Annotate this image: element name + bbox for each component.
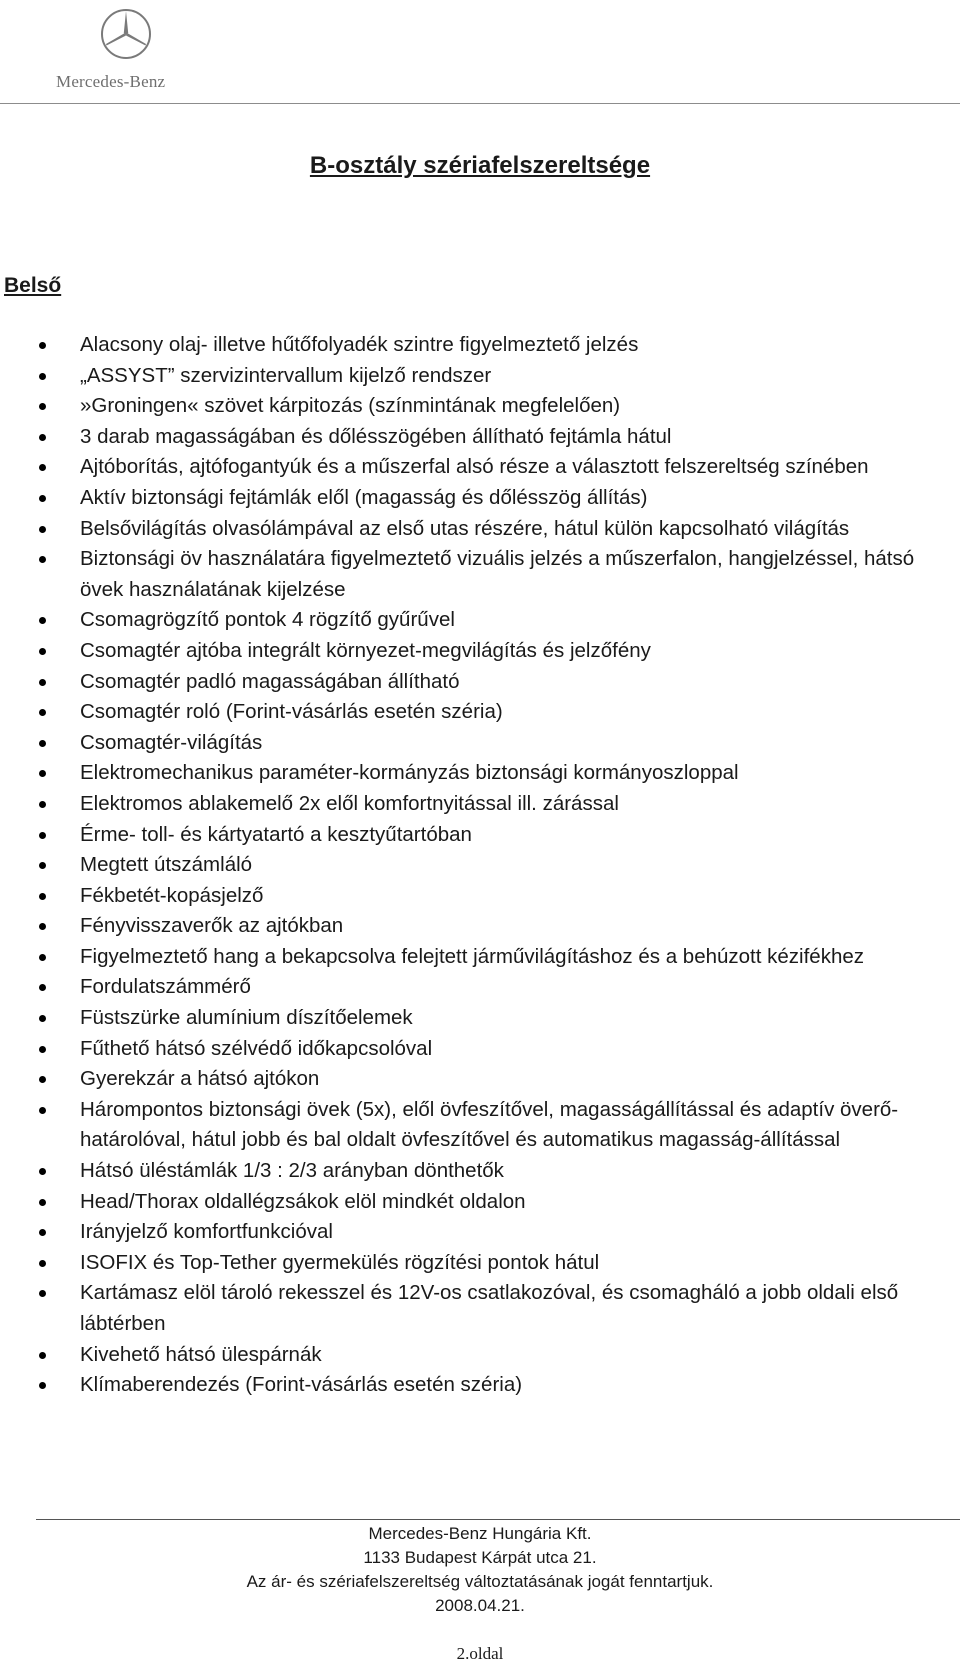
list-item-text: Fékbetét-kopásjelző xyxy=(80,883,264,907)
list-item xyxy=(0,544,960,605)
bullet-icon xyxy=(39,893,46,900)
list-item xyxy=(0,1034,960,1065)
list-item xyxy=(0,820,960,851)
list-item-text: Fordulatszámmérő xyxy=(80,975,251,999)
bullet-icon xyxy=(39,709,46,716)
list-item xyxy=(0,667,960,698)
list-item-text: Kartámasz elöl tároló rekesszel és 12V-os csatlakozóval, és csomagháló a jobb oldali első lábtérben xyxy=(80,1281,899,1335)
footer-company: Mercedes-Benz Hungária Kft. xyxy=(368,1524,592,1543)
bullet-icon xyxy=(39,1229,46,1236)
bullet-icon xyxy=(39,1290,46,1297)
list-item xyxy=(0,1278,960,1339)
list-item xyxy=(0,391,960,422)
bullet-icon xyxy=(39,495,46,502)
bullet-icon xyxy=(39,1107,46,1114)
list-item-text: Csomagtér-világítás xyxy=(80,730,263,754)
bullet-icon xyxy=(39,954,46,961)
document-title: B-osztály szériafelszereltsége xyxy=(309,152,651,179)
footer-divider xyxy=(36,1519,960,1520)
list-item-text: Gyerekzár a hátsó ajtókon xyxy=(80,1067,320,1091)
list-item-text: Head/Thorax oldallégzsákok elöl mindkét oldalon xyxy=(80,1189,526,1213)
bullet-icon xyxy=(39,740,46,747)
bullet-icon xyxy=(39,923,46,930)
bullet-icon xyxy=(39,434,46,441)
bullet-icon xyxy=(39,648,46,655)
bullet-icon xyxy=(39,832,46,839)
list-item xyxy=(0,1003,960,1034)
list-item xyxy=(0,850,960,881)
list-item xyxy=(0,514,960,545)
three-pointed-star-icon xyxy=(100,8,152,60)
bullet-icon xyxy=(39,1352,46,1359)
list-item xyxy=(0,1156,960,1187)
mercedes-benz-logo xyxy=(56,8,196,96)
list-item xyxy=(0,361,960,392)
list-item-text: Irányjelző komfortfunkcióval xyxy=(80,1220,333,1244)
list-item xyxy=(0,881,960,912)
list-item-text: Klímaberendezés (Forint-vásárlás esetén széria) xyxy=(80,1373,523,1397)
bullet-icon xyxy=(39,373,46,380)
list-item xyxy=(0,422,960,453)
list-item xyxy=(0,1248,960,1279)
list-item-text: Elektromos ablakemelő 2x elől komfortnyitással ill. zárással xyxy=(80,791,619,815)
list-item xyxy=(0,483,960,514)
bullet-icon xyxy=(39,556,46,563)
bullet-icon xyxy=(39,801,46,808)
list-item xyxy=(0,1095,960,1156)
list-item xyxy=(0,330,960,361)
list-item xyxy=(0,1064,960,1095)
footer xyxy=(0,1522,960,1618)
bullet-icon xyxy=(39,342,46,349)
list-item-text: ISOFIX és Top-Tether gyermekülés rögzítési pontok hátul xyxy=(80,1250,600,1274)
bullet-icon xyxy=(39,770,46,777)
list-item-text: Kivehető hátsó ülespárnák xyxy=(80,1342,322,1366)
list-item xyxy=(0,1217,960,1248)
list-item-text: Elektromechanikus paraméter-kormányzás biztonsági kormányoszloppal xyxy=(80,761,739,785)
list-item xyxy=(0,1340,960,1371)
list-item-text: Csomagtér padló magasságában állítható xyxy=(80,669,460,693)
list-item xyxy=(0,1370,960,1401)
list-item-text: Fényvisszaverők az ajtókban xyxy=(80,914,344,938)
brand-wordmark: Mercedes-Benz xyxy=(56,72,166,91)
list-item xyxy=(0,758,960,789)
list-item-text: Biztonsági öv használatára figyelmeztető vizuális jelzés a műszerfalon, hangjelzéssel, hátsó övek használatának kijelzése xyxy=(80,547,915,601)
list-item-text: Aktív biztonsági fejtámlák elől (magasság és dőlésszög állítás) xyxy=(80,485,648,509)
bullet-icon xyxy=(39,1076,46,1083)
section-heading-belso: Belső xyxy=(4,274,62,297)
list-item-text: »Groningen« szövet kárpitozás (színmintának megfelelően) xyxy=(80,394,621,418)
list-item xyxy=(0,942,960,973)
bullet-icon xyxy=(39,984,46,991)
list-item xyxy=(0,728,960,759)
list-item-text: Füstszürke alumínium díszítőelemek xyxy=(80,1006,413,1030)
page-number: 2.oldal xyxy=(456,1644,504,1663)
bullet-icon xyxy=(39,1046,46,1053)
list-item-text: Csomagtér ajtóba integrált környezet-megvilágítás és jelzőfény xyxy=(80,638,651,662)
list-item-text: Alacsony olaj- illetve hűtőfolyadék szintre figyelmeztető jelzés xyxy=(80,333,639,356)
bullet-icon xyxy=(39,526,46,533)
list-item-text: Figyelmeztető hang a bekapcsolva felejtett járművilágításhoz és a behúzott kézifékhez xyxy=(80,944,864,968)
list-item-text: Hátsó üléstámlák 1/3 : 2/3 arányban dönthetők xyxy=(80,1159,504,1183)
list-item-text: 3 darab magasságában és dőlésszögében állítható fejtámla hátul xyxy=(80,424,672,448)
list-item-text: Belsővilágítás olvasólámpával az első utas részére, hátul külön kapcsolható világítás xyxy=(80,516,850,540)
bullet-icon xyxy=(39,862,46,869)
footer-address: 1133 Budapest Kárpát utca 21. xyxy=(363,1548,597,1567)
list-item xyxy=(0,789,960,820)
list-item xyxy=(0,1187,960,1218)
list-item-text: Csomagtér roló (Forint-vásárlás esetén széria) xyxy=(80,700,503,724)
bullet-icon xyxy=(39,464,46,471)
list-item-text: Ajtóborítás, ajtófogantyúk és a műszerfal alsó része a választott felszereltség színében xyxy=(80,455,869,479)
list-item xyxy=(0,972,960,1003)
list-item xyxy=(0,697,960,728)
list-item-text: Fűthető hátsó szélvédő időkapcsolóval xyxy=(80,1036,433,1060)
list-item-text: Csomagrögzítő pontok 4 rögzítő gyűrűvel xyxy=(80,608,455,632)
list-item xyxy=(0,605,960,636)
list-item-text: „ASSYST” szervizintervallum kijelző rendszer xyxy=(80,363,492,387)
bullet-icon xyxy=(39,1382,46,1389)
list-item-text: Érme- toll- és kártyatartó a kesztyűtartóban xyxy=(80,822,472,846)
footer-date: 2008.04.21. xyxy=(435,1596,525,1615)
bullet-icon xyxy=(39,403,46,410)
list-item xyxy=(0,636,960,667)
list-item-text: Hárompontos biztonsági övek (5x), elől övfeszítővel, magasságállítással és adaptív överő-határolóval, hátul jobb és bal oldalt övfeszítővel és automatikus magasság-állítással xyxy=(80,1097,899,1152)
header-divider xyxy=(0,103,960,104)
bullet-icon xyxy=(39,1199,46,1206)
list-item xyxy=(0,911,960,942)
list-item xyxy=(0,452,960,483)
bullet-icon xyxy=(39,1168,46,1175)
bullet-icon xyxy=(39,617,46,624)
list-item-text: Megtett útszámláló xyxy=(80,853,253,877)
footer-notice: Az ár- és szériafelszereltség változtatásának jogát fenntartjuk. xyxy=(246,1572,714,1591)
bullet-icon xyxy=(39,1015,46,1022)
bullet-icon xyxy=(39,1260,46,1267)
bullet-icon xyxy=(39,679,46,686)
equipment-list xyxy=(0,330,960,1401)
